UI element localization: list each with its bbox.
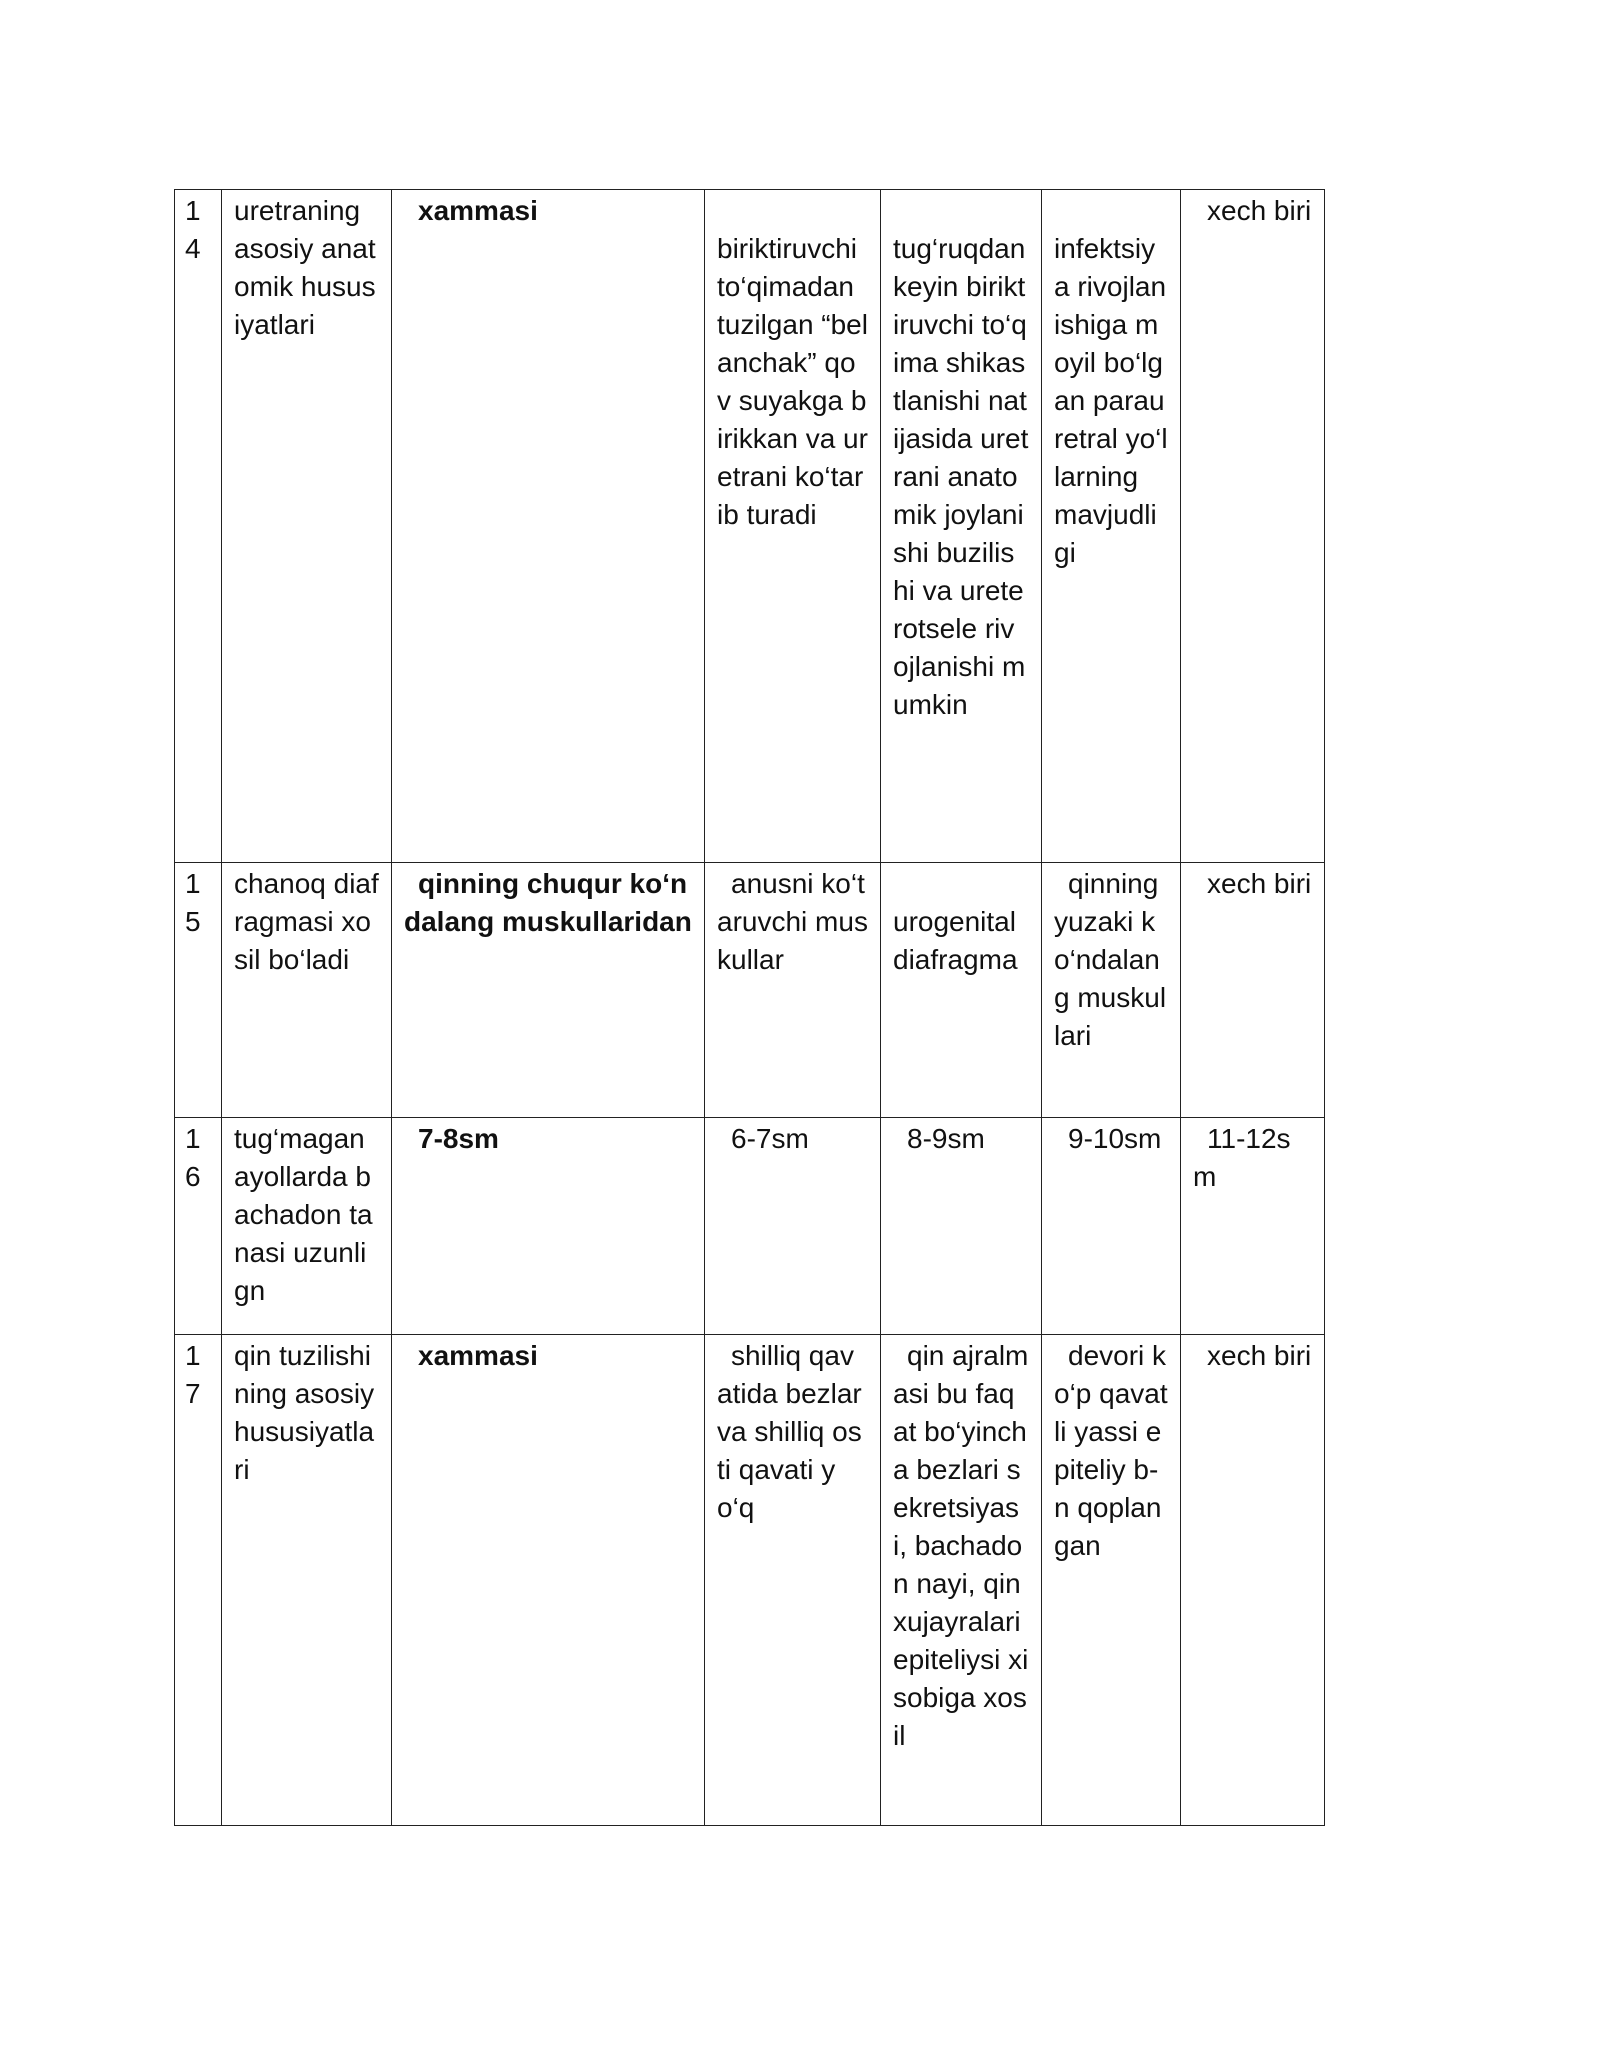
test-questions-table bbox=[174, 189, 1325, 1826]
question-text: uretraning asosiy anatomik hususiyatlari bbox=[222, 190, 392, 863]
option-e: xech biri bbox=[1181, 190, 1325, 863]
table-row bbox=[175, 1118, 1325, 1335]
table-row bbox=[175, 863, 1325, 1118]
question-text: tug‘magan ayollarda bachadon tanasi uzunlign bbox=[222, 1118, 392, 1335]
option-d: 9-10sm bbox=[1042, 1118, 1181, 1335]
question-number: 1 4 bbox=[175, 190, 222, 863]
option-c: 8-9sm bbox=[881, 1118, 1042, 1335]
option-d: qinning yuzaki ko‘ndalang muskullari bbox=[1042, 863, 1181, 1118]
option-e: xech biri bbox=[1181, 863, 1325, 1118]
option-d: devori ko‘p qavatli yassi epiteliy b-n qoplangan bbox=[1042, 1335, 1181, 1826]
option-b: biriktiruvchi to‘qimadan tuzilgan “belanchak” qov suyakga birikkan va uretrani ko‘tarib turadi bbox=[705, 190, 881, 863]
question-text: qin tuzilishining asosiy hususiyatlari bbox=[222, 1335, 392, 1826]
correct-answer: xammasi bbox=[392, 1335, 705, 1826]
table-row bbox=[175, 1335, 1325, 1826]
option-e: 11-12sm bbox=[1181, 1118, 1325, 1335]
option-b: anusni ko‘taruvchi muskullar bbox=[705, 863, 881, 1118]
table-row bbox=[175, 190, 1325, 863]
option-e: xech biri bbox=[1181, 1335, 1325, 1826]
correct-answer: qinning chuqur ko‘ndalang muskullaridan bbox=[392, 863, 705, 1118]
question-number: 1 6 bbox=[175, 1118, 222, 1335]
question-number: 1 5 bbox=[175, 863, 222, 1118]
correct-answer: 7-8sm bbox=[392, 1118, 705, 1335]
option-c: tug‘ruqdan keyin biriktiruvchi to‘qima shikastlanishi natijasida uretrani anatomik joylanishi buzilishi va ureterotsele rivojlanishi mumkin bbox=[881, 190, 1042, 863]
option-d: infektsiya rivojlanishiga moyil bo‘lgan parauretral yo‘llarning mavjudligi bbox=[1042, 190, 1181, 863]
question-text: chanoq diafragmasi xosil bo‘ladi bbox=[222, 863, 392, 1118]
option-c: qin ajralmasi bu faqat bo‘yincha bezlari sekretsiyasi, bachadon nayi, qin xujayralari epiteliysi xisobiga xosil bbox=[881, 1335, 1042, 1826]
option-b: shilliq qavatida bezlar va shilliq osti qavati yo‘q bbox=[705, 1335, 881, 1826]
question-number: 1 7 bbox=[175, 1335, 222, 1826]
correct-answer: xammasi bbox=[392, 190, 705, 863]
option-b: 6-7sm bbox=[705, 1118, 881, 1335]
option-c: urogenital diafragma bbox=[881, 863, 1042, 1118]
